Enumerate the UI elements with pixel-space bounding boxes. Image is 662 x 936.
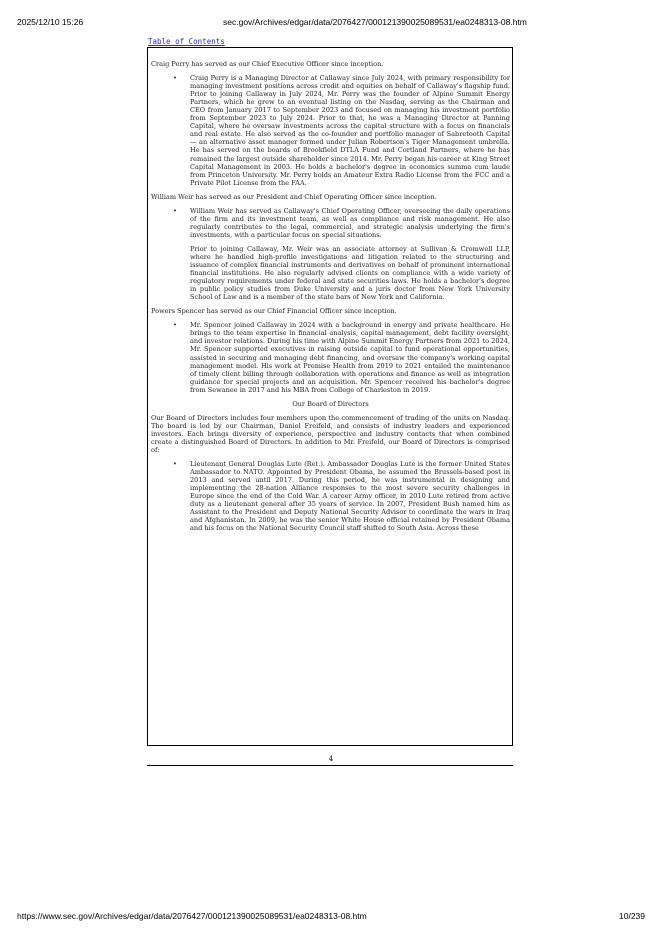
print-timestamp: 2025/12/10 15:26 (17, 17, 84, 27)
spencer-intro-paragraph: Powers Spencer has served as our Chief Financial Officer since inception. (151, 307, 397, 316)
print-page-title: sec.gov/Archives/edgar/data/2076427/000121390025089531/ea0248313-08.htm (223, 17, 527, 27)
document-body-frame (147, 47, 513, 746)
weir-intro-paragraph: William Weir has served as our President and Chief Operating Officer since inception. (151, 192, 437, 201)
weir-bio-text: William Weir has served as Callaway's Chief Operating Officer, overseeing the daily operations of the firm and its investment team, as well as compliance and risk management. He also regularly contributes to the legal, commercial, and strategic analysis underlying the firm's investments, with a particular focus on special situations. (190, 206, 510, 239)
bullet-icon: • (173, 74, 177, 83)
weir-bio-continued: Prior to joining Callaway, Mr. Weir was an associate attorney at Sullivan & Cromwell LLP, where he handled high-profile investigations and litigation related to the structuring and issuance of complex financial instruments and derivatives on behalf of prominent international financial institutions. He also regularly advised clients on compliance with a wide variety of regulatory requirements under federal and state securities laws. He holds a bachelor's degree in public policy studies from Duke University and a juris doctor from New York University School of Law and is a member of the state bars of New York and California. (190, 244, 510, 302)
board-section-heading: Our Board of Directors (292, 399, 369, 408)
perry-bio-text: Craig Perry is a Managing Director at Callaway since July 2024, with primary responsibility for managing investment positions across credit and equities on behalf of Callaway's flagship fund. Prior to joining Callaway in July 2024, Mr. Perry was the founder of Alpine Summit Energy Partners, which he grew to an eventual listing on the Nasdaq, serving as the Chairman and CEO from January 2017 to September 2023 and focused on managing his investment portfolio from September 2023 to July 2024. Prior to that, he was a Managing Director at Panning Capital, where he oversaw investments across the capital structure with a focus on financials and real estate. He also served as the co-founder and portfolio manager of Sabretooth Capital — an alternative asset manager formed under Julian Robertson's Tiger Management umbrella. He has served on the boards of Brookfield DTLA Fund and Cortland Partners, where he has remained the largest outside shareholder since 2014. Mr. Perry began his career at King Street Capital Management in 2003. He holds a bachelor's degree in economics summa cum laude from Princeton University. Mr. Perry holds an Amateur Extra Radio License from the FCC and a Private Pilot License from the FAA. (190, 74, 510, 187)
bullet-icon: • (173, 321, 177, 330)
weir-bio-bullet (151, 207, 510, 239)
lute-bio-bullet (151, 460, 510, 532)
document-content (151, 60, 510, 538)
spencer-bio-text: Mr. Spencer joined Callaway in 2024 with a background in energy and private healthcare. He brings to the team expertise in financial analysis, capital management, debt facility oversight, and investor relations. During his time with Alpine Summit Energy Partners from 2021 to 2024, Mr. Spencer supported executives in raising outside capital to fund operational opportunities, assisted in securing and managing debt financing, and oversaw the company's working capital management model. His work at Premise Health from 2019 to 2021 entailed the maintenance of timely client billing through collaboration with operations and finance as well as integration guidance for special projects and an acquisition. Mr. Spencer received his bachelor's degree from Sewanee in 2017 and his MBA from College of Charleston in 2019. (190, 321, 510, 394)
board-intro-paragraph: Our Board of Directors includes four members upon the commencement of trading of the units on Nasdaq. The board is led by our Chairman, Daniel Freifeld, and consists of industry leaders and experienced investors. Each brings diversity of experience, perspective and industry contacts that when combined create a distinguished Board of Directors. In addition to Mr. Freifeld, our Board of Directors is comprised of: (151, 413, 510, 454)
print-page-count: 10/239 (619, 911, 645, 921)
table-of-contents-link[interactable]: Table of Contents (148, 37, 225, 46)
perry-intro-paragraph: Craig Perry has served as our Chief Executive Officer since inception. (151, 60, 384, 68)
page-number: 4 (328, 755, 334, 763)
bullet-icon: • (173, 460, 177, 469)
lute-bio-text: Lieutenant General Douglas Lute (Ret.). Ambassador Douglas Lute is the former United States Ambassador to NATO. Appointed by President Obama, he assumed the Brussels-based post in 2013 and served until 2017. During this period, he was instrumental in designing and implementing the 28-nation Alliance responses to the most severe security challenges in Europe since the end of the Cold War. A career Army officer, in 2010 Lute retired from active duty as a lieutenant general after 35 years of service. In 2007, President Bush named him as Assistant to the President and Deputy National Security Advisor to coordinate the wars in Iraq and Afghanistan. In 2009, he was the senior White House official retained by President Obama and his focus on the National Security Council staff shifted to South Asia. Across these (190, 460, 510, 533)
bullet-icon: • (173, 206, 177, 215)
print-url: https://www.sec.gov/Archives/edgar/data/2076427/000121390025089531/ea0248313-08.htm (17, 911, 367, 921)
perry-bio-bullet (151, 74, 510, 187)
spencer-bio-bullet (151, 321, 510, 393)
footer-rule (147, 765, 513, 766)
